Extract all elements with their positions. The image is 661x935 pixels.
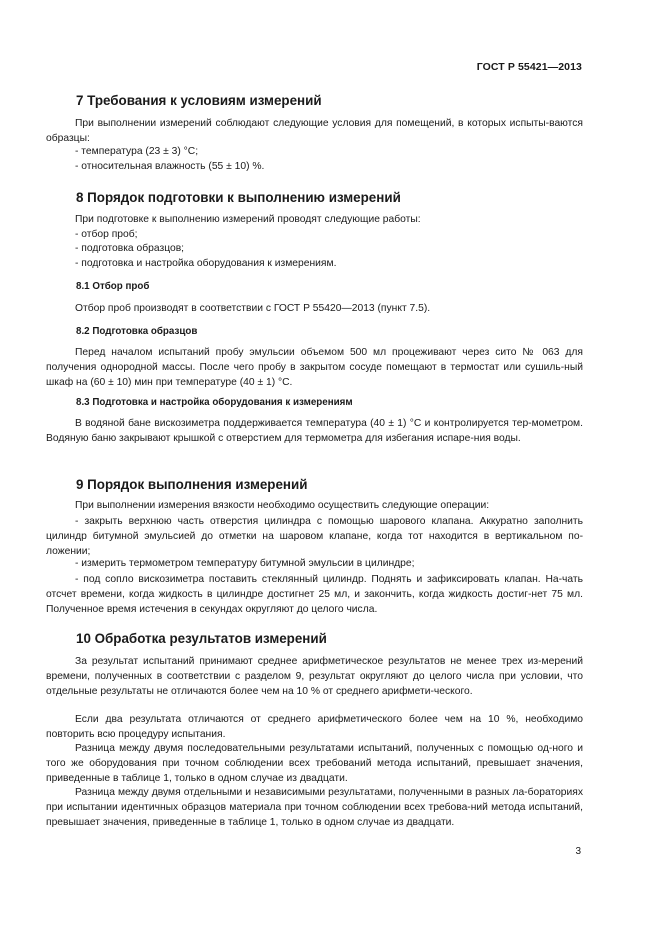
section-10-paragraph-1: За результат испытаний принимают среднее арифметическое результатов не менее трех из-мерений времени, полученных в соответствии с разделом 9, результат округляют до целого числа при условии, что отдельные результаты не отличаются более чем на 10 % от среднего арифмети-ческого. <box>46 656 583 697</box>
section-8-item-1: - отбор проб; <box>75 229 138 240</box>
document-header: ГОСТ Р 55421—2013 <box>476 61 582 73</box>
section-9-item-2: - измерить термометром температуру битумной эмульсии в цилиндре; <box>75 558 415 569</box>
page-number: 3 <box>575 846 581 857</box>
section-8-intro: При подготовке к выполнению измерений проводят следующие работы: <box>75 214 421 225</box>
subsection-8-3-title: 8.3 Подготовка и настройка оборудования к измерениям <box>76 397 353 408</box>
subsection-8-1-title: 8.1 Отбор проб <box>76 281 150 292</box>
section-10-title: 10 Обработка результатов измерений <box>76 631 327 646</box>
section-9-item-3: - под сопло вискозиметра поставить стеклянный цилиндр. Поднять и зафиксировать клапан. На-чать отсчет времени, когда жидкость в цилиндре достигнет 25 мл, и закончить, когда жидкость достиг-нет 75 мл. Полученное время истечения в секундах округляют до целого числа. <box>46 574 583 615</box>
subsection-8-2-title: 8.2 Подготовка образцов <box>76 326 198 337</box>
subsection-8-1-text: Отбор проб производят в соответствии с ГОСТ Р 55420—2013 (пункт 7.5). <box>75 303 431 314</box>
subsection-8-2-text: Перед началом испытаний пробу эмульсии объемом 500 мл процеживают через сито № 063 для получения однородной массы. После чего пробу в закрытом сосуде помещают в термостат или сушиль-ный шкаф на (60 ± 10) мин при температуре (40 ± 1) °С. <box>46 347 583 388</box>
section-9-intro: При выполнении измерения вязкости необходимо осуществить следующие операции: <box>75 500 490 511</box>
section-7-item-2: - относительная влажность (55 ± 10) %. <box>75 161 265 172</box>
section-7-title: 7 Требования к условиям измерений <box>76 93 322 108</box>
section-8-title: 8 Порядок подготовки к выполнению измерений <box>76 190 401 205</box>
section-8-item-3: - подготовка и настройка оборудования к измерениям. <box>75 258 337 269</box>
section-10-paragraph-3: Разница между двумя последовательными результатами испытаний, полученных с помощью од-ного и того же оборудования при точном соблюдении всех требований метода испытаний, превышает значения, приведенные в таблице 1, только в одном случае из двадцати. <box>46 743 583 784</box>
subsection-8-3-text: В водяной бане вискозиметра поддерживается температура (40 ± 1) °С и контролируется тер-мометром. Водяную баню закрывают крышкой с отверстием для термометра для избегания испаре-ния воды. <box>46 418 583 444</box>
section-8-item-2: - подготовка образцов; <box>75 243 185 254</box>
section-10-paragraph-4: Разница между двумя отдельными и независимыми результатами, полученными в разных ла-бораториях при испытании идентичных образцов материала при точном соблюдении всех требова-ний метода испытаний, превышает значения, приведенные в таблице 1, только в одном случае из двадцати. <box>46 787 583 828</box>
section-7-item-1: - температура (23 ± 3) °С; <box>75 146 199 157</box>
section-7-intro: При выполнении измерений соблюдают следующие условия для помещений, в которых испыты-ваются образцы: <box>46 118 583 144</box>
section-10-paragraph-2: Если два результата отличаются от среднего арифметического более чем на 10 %, необходимо повторить всю процедуру испытания. <box>46 714 583 740</box>
section-9-title: 9 Порядок выполнения измерений <box>76 477 308 492</box>
section-9-item-1: - закрыть верхнюю часть отверстия цилиндра с помощью шарового клапана. Аккуратно заполнить цилиндр битумной эмульсией до отметки на шаровом клапане, когда тот находится в вертикальном по-ложении; <box>46 516 583 557</box>
